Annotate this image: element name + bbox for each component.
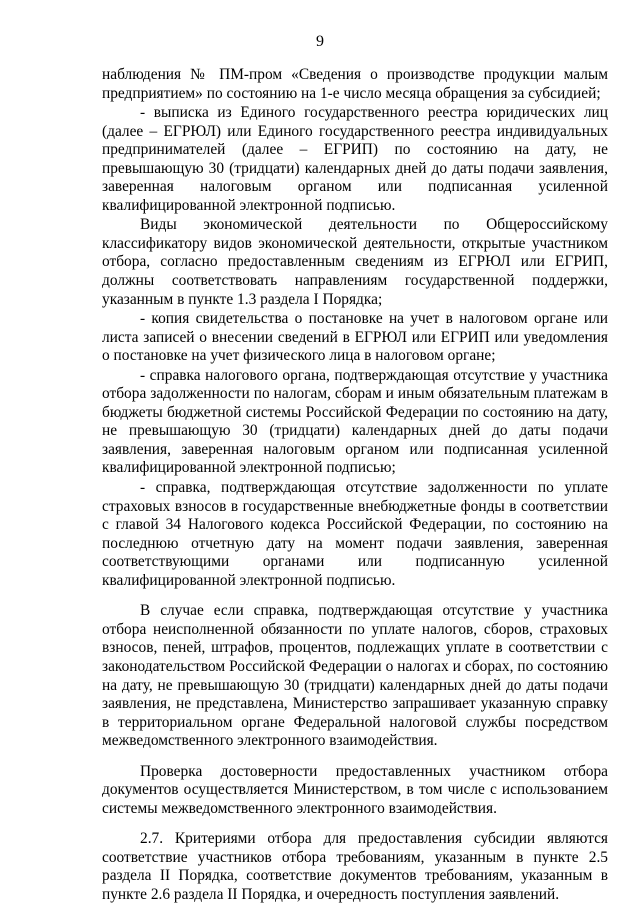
paragraph-egrul-extract: - выписка из Единого государственного реестра юридических лиц (далее – ЕГРЮЛ) или Единого государственного реестра индивидуальных предпринимателей (далее – ЕГРИП) по состоянию на дату, не превышающую 30 (тридцати) календарных дней до даты подачи заявления, заверенная налоговым органом или подписанная усиленной квалифицированной электронной подписью.: [102, 104, 608, 214]
paragraph-insurance-certificate: - справка, подтверждающая отсутствие задолженности по уплате страховых взносов в государственные внебюджетные фонды в соответствии с главой 34 Налогового кодекса Российской Федерации, по состоянию на последнюю отчетную дату на момент подачи заявления, заверенная соответствующими органами или подписанную усиленной квалифицированной электронной подписью.: [102, 479, 608, 589]
paragraph-activity-types: Виды экономической деятельности по Общероссийскому классификатору видов экономической деятельности, открытые участником отбора, согласно предоставленным сведениям из ЕГРЮЛ или ЕГРИП, должны соответствовать направлениям государственной поддержки, указанным в пункте 1.3 раздела I Порядка;: [102, 216, 608, 308]
paragraph-continuation: наблюдения № ПМ-пром «Сведения о производстве продукции малым предприятием» по состоянию на 1-е число месяца обращения за субсидией;: [102, 66, 608, 102]
paragraph-verification: Проверка достоверности предоставленных участником отбора документов осуществляется Министерством, в том числе с использованием системы межведомственного электронного взаимодействия.: [102, 762, 608, 817]
page-number: 9: [316, 33, 324, 50]
document-body: [102, 66, 608, 906]
paragraph-selection-criteria: 2.7. Критериями отбора для предоставления субсидии являются соответствие участников отбора требованиям, указанным в пункте 2.5 раздела II Порядка, соответствие документов требованиям, указанным в пункте 2.6 раздела II Порядка, и очередность поступления заявлений.: [102, 830, 608, 903]
paragraph-missing-certificate: В случае если справка, подтверждающая отсутствие у участника отбора неисполненной обязанности по уплате налогов, сборов, страховых взносов, пеней, штрафов, процентов, подлежащих уплате в соответствии с законодательством Российской Федерации о налогах и сборах, по состоянию на дату, не превышающую 30 (тридцати) календарных дней до даты подачи заявления, не представлена, Министерство запрашивает указанную справку в территориальном органе Федеральной налоговой службы посредством межведомственного электронного взаимодействия.: [102, 602, 608, 750]
paragraph-tax-registration-copy: - копия свидетельства о постановке на учет в налоговом органе или листа записей о внесении сведений в ЕГРЮЛ или ЕГРИП или уведомления о постановке на учет физического лица в налоговом органе;: [102, 310, 608, 365]
paragraph-tax-certificate: - справка налогового органа, подтверждающая отсутствие у участника отбора задолженности по налогам, сборам и иным обязательным платежам в бюджеты бюджетной системы Российской Федерации по состоянию на дату, не превышающую 30 (тридцати) календарных дней до даты подачи заявления, заверенная налоговым органом или подписанная усиленной квалифицированной электронной подписью;: [102, 366, 608, 477]
